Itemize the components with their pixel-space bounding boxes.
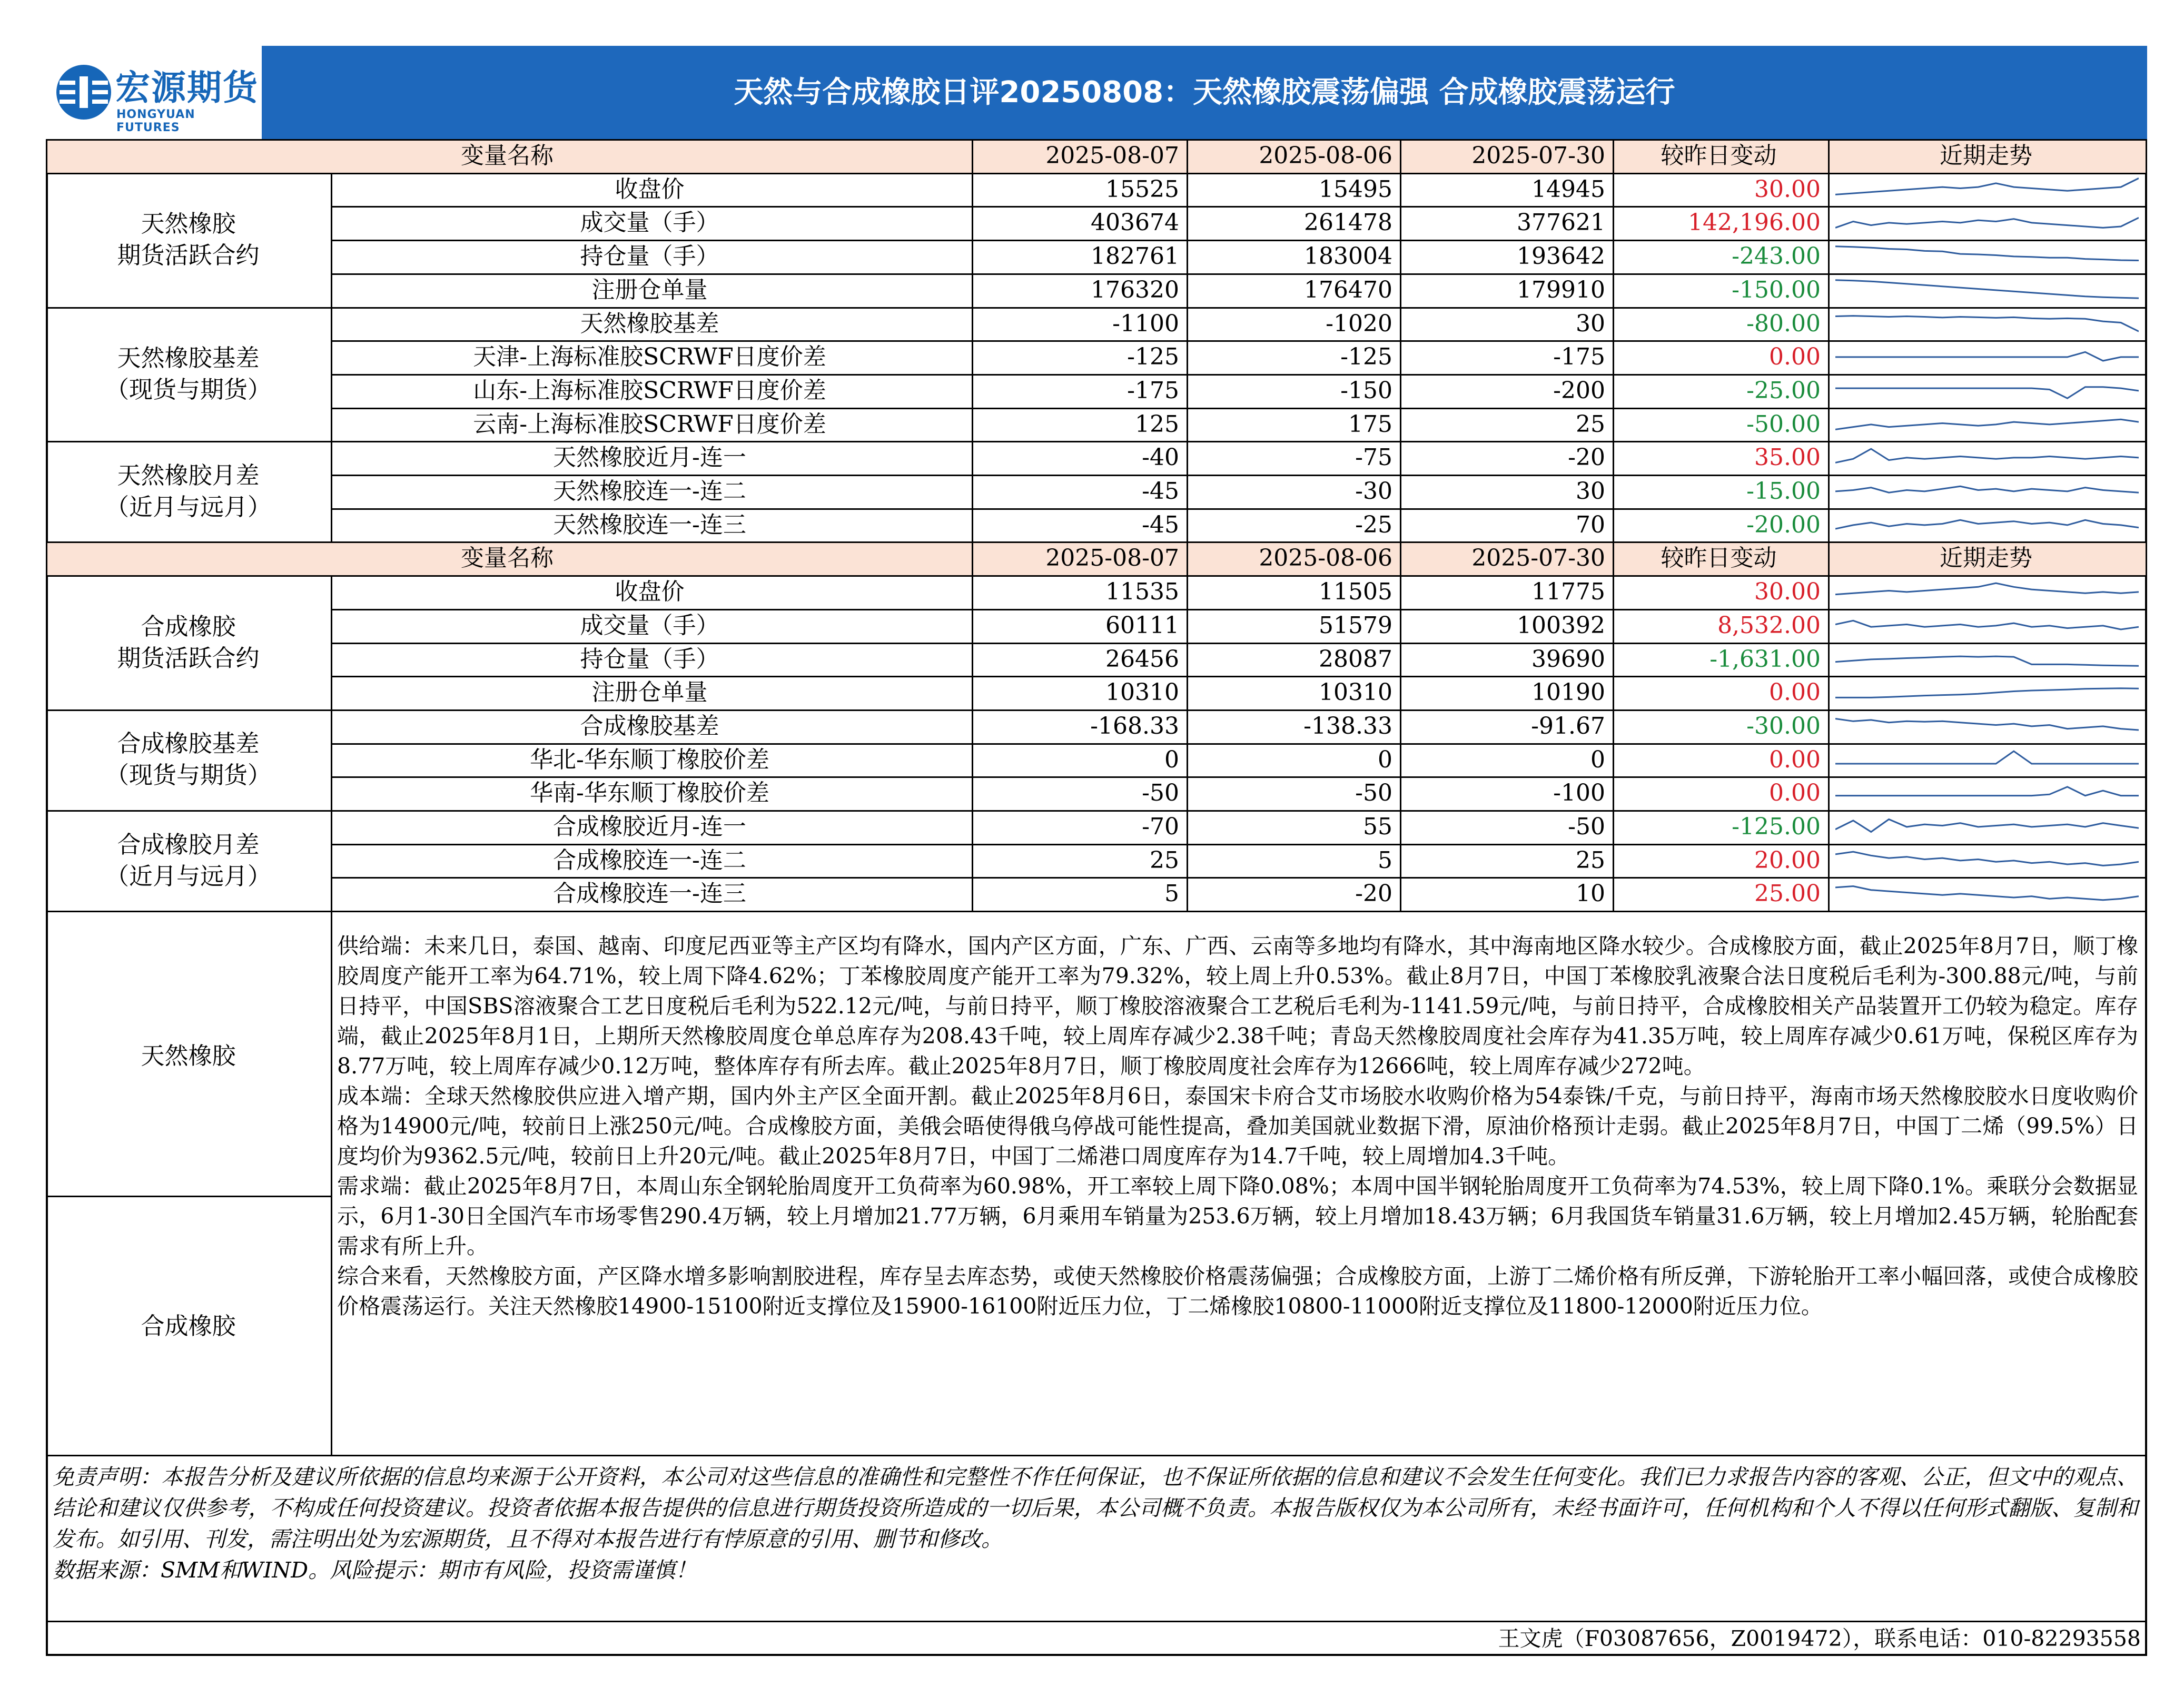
value-2025-08-07: -45 bbox=[1142, 511, 1179, 538]
table-rule bbox=[46, 541, 2147, 543]
commentary-demand: 需求端：截止2025年8月7日，本周山东全钢轮胎周度开工负荷率为60.98%，开工率较上周下降0.08%；本周中国半钢轮胎周度开工负荷率为74.53%，较上周下降0.1%。乘联分会数据显示，6月1-30日全国汽车市场零售290.4万辆，较上月增加21.77万辆，6月乘用车销量为253.6万辆，较上月增加18.43万辆；6月我国货车销量31.6万辆，较上月增加2.45万辆，轮胎配套需求有所上升。 bbox=[337, 1174, 2138, 1259]
trend-sparkline bbox=[1835, 445, 2139, 470]
group-label-line1: 天然橡胶 bbox=[141, 210, 236, 238]
table-rule bbox=[331, 877, 2147, 879]
trend-sparkline bbox=[1835, 714, 2139, 739]
group-label-line2: （近月与远月） bbox=[105, 862, 271, 890]
commentary-supply: 供给端：未来几日，泰国、越南、印度尼西亚等主产区均有降水，国内产区方面，广东、广西、云南等多地均有降水，其中海南地区降水较少。合成橡胶方面，截止2025年8月7日，顺丁橡胶周度产能开工率为64.71%，较上周下降4.62%；丁苯橡胶周度产能开工率为79.32%，较上周上升0.53%。截止8月7日，中国丁苯橡胶乳液聚合法日度税后毛利为-300.88元/吨，与前日持平，中国SBS溶液聚合工艺日度税后毛利为522.12元/吨，与前日持平，顺丁橡胶溶液聚合工艺税后毛利为-1141.59元/吨，与前日持平，合成橡胶相关产品装置开工仍较为稳定。库存端，截止2025年8月1日，上期所天然橡胶周度仓单总库存为208.43千吨，较上周库存减少2.38千吨；青岛天然橡胶周度社会库存为41.35万吨，较上周库存减少0.61万吨，保税区库存为8.77万吨，较上周库存减少0.12万吨，整体库存有所去库。截止2025年8月7日，顺丁橡胶周度社会库存为12666吨，较上周库存减少272吨。 bbox=[337, 933, 2138, 1079]
value-2025-08-06: 183004 bbox=[1304, 243, 1392, 270]
column-header-change: 较昨日变动 bbox=[1661, 545, 1777, 572]
value-2025-08-06: -30 bbox=[1355, 478, 1392, 505]
trend-sparkline bbox=[1835, 814, 2139, 840]
value-2025-07-30: -175 bbox=[1553, 343, 1605, 371]
value-2025-08-06: -25 bbox=[1355, 511, 1392, 538]
sparkline-path bbox=[1835, 520, 2139, 529]
logo-emblem-icon bbox=[52, 61, 115, 124]
table-divider bbox=[331, 173, 332, 542]
value-2025-08-06: 0 bbox=[1378, 746, 1392, 773]
value-2025-08-07: 26456 bbox=[1105, 645, 1179, 673]
row-label: 合成橡胶连一-连二 bbox=[553, 846, 746, 874]
value-2025-07-30: -50 bbox=[1568, 813, 1605, 840]
group-label-line2: （现货与期货） bbox=[105, 375, 271, 403]
table-divider bbox=[1613, 541, 1614, 911]
trend-sparkline bbox=[1835, 479, 2139, 504]
value-2025-08-06: -150 bbox=[1340, 377, 1392, 404]
disclaimer-text: 免责声明：本报告分析及建议所依据的信息均来源于公开资料，本公司对这些信息的准确性和完整性不作任何保证，也不保证所依据的信息和建议不会发生任何变化。我们已力求报告内容的客观、公正，但文中的观点、结论和建议仅供参考，不构成任何投资建议。投资者依据本报告提供的信息进行期货投资所造成的一切后果，本公司概不负责。本报告版权仅为本公司所有，未经书面许可，任何机构和个人不得以任何形式翻版、复制和发布。如引用、刊发，需注明出处为宏源期货，且不得对本报告进行有悖原意的引用、删节和修改。 bbox=[53, 1464, 2138, 1552]
column-header-name: 变量名称 bbox=[461, 545, 554, 572]
daily-change: -243.00 bbox=[1732, 243, 1821, 270]
row-label: 注册仓单量 bbox=[591, 679, 708, 706]
value-2025-08-07: 182761 bbox=[1091, 243, 1179, 270]
daily-change: 0.00 bbox=[1769, 343, 1821, 371]
trend-sparkline bbox=[1835, 412, 2139, 437]
row-group-label bbox=[46, 611, 331, 674]
value-2025-07-30: 193642 bbox=[1517, 243, 1605, 270]
trend-sparkline bbox=[1835, 278, 2139, 303]
row-label: 收盘价 bbox=[615, 578, 685, 606]
row-label: 成交量（手） bbox=[580, 209, 719, 236]
table-divider bbox=[1400, 139, 1401, 541]
sparkline-path bbox=[1835, 751, 2139, 764]
author-contact: 王文虎（F03087656，Z0019472），联系电话：010-82293558 bbox=[1498, 1626, 2141, 1651]
commentary-summary: 综合来看，天然橡胶方面，产区降水增多影响割胶进程，库存呈去库态势，或使天然橡胶价格震荡偏强；合成橡胶方面，上游丁二烯价格有所反弹，下游轮胎开工率小幅回落，或使合成橡胶价格震荡运行。关注天然橡胶14900-15100附近支撑位及15900-16100附近压力位，丁二烯橡胶10800-11000附近支撑位及11800-12000附近压力位。 bbox=[337, 1264, 2138, 1319]
daily-change: 0.00 bbox=[1769, 679, 1821, 706]
table-rule bbox=[331, 475, 2147, 476]
row-group-label bbox=[46, 728, 331, 791]
daily-change: 25.00 bbox=[1754, 880, 1821, 908]
value-2025-08-06: 15495 bbox=[1319, 175, 1392, 203]
table-divider bbox=[331, 575, 332, 911]
value-2025-07-30: 25 bbox=[1576, 846, 1605, 874]
company-logo bbox=[46, 46, 264, 139]
daily-change: 35.00 bbox=[1754, 444, 1821, 471]
table-rule bbox=[46, 441, 2147, 442]
value-2025-08-07: -70 bbox=[1142, 813, 1179, 840]
row-label: 合成橡胶基差 bbox=[580, 712, 719, 739]
sparkline-path bbox=[1835, 852, 2139, 865]
row-group-label bbox=[46, 829, 331, 892]
trend-sparkline bbox=[1835, 848, 2139, 873]
value-2025-08-06: 51579 bbox=[1319, 612, 1392, 639]
daily-change: 142,196.00 bbox=[1688, 209, 1821, 236]
table-rule bbox=[331, 408, 2147, 409]
value-2025-08-07: 60111 bbox=[1105, 612, 1179, 639]
value-2025-08-07: -175 bbox=[1127, 377, 1179, 404]
sparkline-path bbox=[1835, 718, 2139, 730]
row-label: 天然橡胶连一-连二 bbox=[553, 478, 746, 505]
table-divider bbox=[972, 541, 973, 911]
table-rule bbox=[331, 844, 2147, 845]
value-2025-07-30: 70 bbox=[1576, 511, 1605, 538]
value-2025-08-06: 11505 bbox=[1319, 578, 1392, 606]
row-label: 天然橡胶连一-连三 bbox=[553, 511, 746, 538]
row-group-label bbox=[46, 460, 331, 523]
table-rule bbox=[46, 810, 2147, 812]
table-rule bbox=[331, 374, 2147, 376]
daily-change: 8,532.00 bbox=[1717, 612, 1821, 639]
column-header-change: 较昨日变动 bbox=[1661, 142, 1777, 169]
sparkline-path bbox=[1835, 280, 2139, 298]
row-label: 华南-华东顺丁橡胶价差 bbox=[530, 780, 769, 807]
table-rule bbox=[331, 743, 2147, 745]
column-header-name: 变量名称 bbox=[461, 142, 554, 169]
row-label: 注册仓单量 bbox=[591, 276, 708, 303]
sparkline-path bbox=[1835, 486, 2139, 492]
daily-change: -125.00 bbox=[1732, 813, 1821, 840]
row-label: 收盘价 bbox=[615, 175, 685, 203]
row-group-label bbox=[46, 342, 331, 406]
commentary-label-synthetic: 合成橡胶 bbox=[141, 1312, 236, 1340]
row-label: 山东-上海标准胶SCRWF日度价差 bbox=[473, 377, 826, 404]
trend-sparkline bbox=[1835, 747, 2139, 773]
trend-sparkline bbox=[1835, 210, 2139, 235]
trend-sparkline bbox=[1835, 680, 2139, 705]
sparkline-path bbox=[1835, 218, 2139, 228]
table-rule bbox=[46, 307, 2147, 309]
table-rule bbox=[331, 240, 2147, 241]
daily-change: 30.00 bbox=[1754, 578, 1821, 606]
group-label-line2: （近月与远月） bbox=[105, 492, 271, 521]
group-label-line1: 天然橡胶月差 bbox=[117, 461, 260, 489]
column-header-d2: 2025-08-06 bbox=[1259, 142, 1392, 169]
value-2025-07-30: -20 bbox=[1568, 444, 1605, 471]
group-label-line1: 合成橡胶 bbox=[141, 612, 236, 640]
value-2025-07-30: 10 bbox=[1576, 880, 1605, 908]
value-2025-08-07: 11535 bbox=[1105, 578, 1179, 606]
sparkline-path bbox=[1835, 352, 2139, 361]
trend-sparkline bbox=[1835, 881, 2139, 906]
value-2025-08-06: 261478 bbox=[1304, 209, 1392, 236]
data-source-text: 数据来源：SMM和WIND。风险提示：期市有风险，投资需谨慎！ bbox=[53, 1557, 697, 1583]
daily-change: 0.00 bbox=[1769, 780, 1821, 807]
row-label: 华北-华东顺丁橡胶价差 bbox=[530, 746, 769, 773]
value-2025-07-30: 30 bbox=[1576, 478, 1605, 505]
group-label-line2: 期货活跃合约 bbox=[117, 241, 260, 270]
table-divider bbox=[1828, 139, 1830, 541]
value-2025-07-30: 25 bbox=[1576, 410, 1605, 438]
value-2025-07-30: 100392 bbox=[1517, 612, 1605, 639]
sparkline-path bbox=[1835, 886, 2139, 900]
trend-sparkline bbox=[1835, 512, 2139, 538]
row-label: 合成橡胶连一-连三 bbox=[553, 880, 746, 908]
row-label: 天然橡胶基差 bbox=[580, 310, 719, 337]
table-rule bbox=[46, 139, 2147, 141]
column-header-trend: 近期走势 bbox=[1940, 545, 2032, 572]
commentary-text bbox=[337, 931, 2138, 1322]
row-label: 天然橡胶近月-连一 bbox=[553, 444, 746, 471]
value-2025-07-30: 10190 bbox=[1531, 679, 1605, 706]
group-label-line2: 期货活跃合约 bbox=[117, 644, 260, 672]
report-header bbox=[46, 46, 2147, 139]
table-rule bbox=[46, 709, 2147, 711]
disclaimer bbox=[53, 1462, 2138, 1586]
value-2025-07-30: 179910 bbox=[1517, 276, 1605, 303]
table-rule bbox=[46, 1621, 2147, 1622]
table-divider bbox=[1187, 139, 1188, 541]
table-rule bbox=[331, 273, 2147, 275]
value-2025-07-30: -200 bbox=[1553, 377, 1605, 404]
column-header-d3: 2025-07-30 bbox=[1471, 545, 1605, 572]
daily-change: 0.00 bbox=[1769, 746, 1821, 773]
trend-sparkline bbox=[1835, 579, 2139, 605]
daily-change: -1,631.00 bbox=[1709, 645, 1821, 673]
report-title: 天然与合成橡胶日评20250808：天然橡胶震荡偏强 合成橡胶震荡运行 bbox=[734, 75, 1675, 110]
table-divider bbox=[1613, 139, 1614, 541]
sparkline-path bbox=[1835, 419, 2139, 429]
value-2025-07-30: 11775 bbox=[1531, 578, 1605, 606]
table-rule bbox=[331, 206, 2147, 208]
row-label: 成交量（手） bbox=[580, 612, 719, 639]
column-header-d2: 2025-08-06 bbox=[1259, 545, 1392, 572]
column-header-trend: 近期走势 bbox=[1940, 142, 2032, 169]
table-divider bbox=[1187, 541, 1188, 911]
value-2025-07-30: 377621 bbox=[1517, 209, 1605, 236]
row-label: 持仓量（手） bbox=[580, 645, 719, 673]
daily-change: -80.00 bbox=[1746, 310, 1821, 337]
daily-change: -15.00 bbox=[1746, 478, 1821, 505]
value-2025-08-06: -20 bbox=[1355, 880, 1392, 908]
table-rule bbox=[46, 1455, 2147, 1456]
daily-change: -50.00 bbox=[1746, 410, 1821, 438]
daily-change: -150.00 bbox=[1732, 276, 1821, 303]
table-rule bbox=[331, 508, 2147, 510]
value-2025-07-30: 0 bbox=[1590, 746, 1605, 773]
value-2025-08-07: 0 bbox=[1164, 746, 1179, 773]
value-2025-08-06: 176470 bbox=[1304, 276, 1392, 303]
sparkline-path bbox=[1835, 246, 2139, 261]
value-2025-08-06: 175 bbox=[1348, 410, 1392, 438]
sparkline-path bbox=[1835, 178, 2139, 194]
table-rule bbox=[331, 643, 2147, 644]
trend-sparkline bbox=[1835, 647, 2139, 672]
sparkline-path bbox=[1835, 449, 2139, 462]
sparkline-path bbox=[1835, 820, 2139, 832]
trend-sparkline bbox=[1835, 311, 2139, 337]
value-2025-08-06: -138.33 bbox=[1303, 712, 1392, 739]
table-divider bbox=[972, 139, 973, 541]
value-2025-07-30: -100 bbox=[1553, 780, 1605, 807]
daily-change: -20.00 bbox=[1746, 511, 1821, 538]
table-divider bbox=[1828, 541, 1830, 911]
trend-sparkline bbox=[1835, 344, 2139, 370]
table-rule bbox=[46, 911, 2147, 912]
row-label: 持仓量（手） bbox=[580, 243, 719, 270]
sparkline-path bbox=[1835, 315, 2139, 331]
group-label-line1: 合成橡胶基差 bbox=[117, 729, 260, 758]
daily-change: 30.00 bbox=[1754, 175, 1821, 203]
trend-sparkline bbox=[1835, 244, 2139, 269]
value-2025-08-07: 5 bbox=[1164, 880, 1179, 908]
table-rule bbox=[331, 609, 2147, 610]
row-label: 合成橡胶近月-连一 bbox=[553, 813, 746, 840]
value-2025-07-30: 39690 bbox=[1531, 645, 1605, 673]
sparkline-path bbox=[1835, 787, 2139, 796]
daily-change: 20.00 bbox=[1754, 846, 1821, 874]
column-header-d1: 2025-08-07 bbox=[1045, 545, 1179, 572]
daily-change: -30.00 bbox=[1746, 712, 1821, 739]
trend-sparkline bbox=[1835, 177, 2139, 202]
group-label-line1: 天然橡胶基差 bbox=[117, 343, 260, 372]
table-rule bbox=[331, 676, 2147, 677]
value-2025-08-07: -45 bbox=[1142, 478, 1179, 505]
column-header-d1: 2025-08-07 bbox=[1045, 142, 1179, 169]
group-label-line1: 合成橡胶月差 bbox=[117, 830, 260, 859]
value-2025-08-07: -40 bbox=[1142, 444, 1179, 471]
value-2025-08-06: 10310 bbox=[1319, 679, 1392, 706]
trend-sparkline bbox=[1835, 613, 2139, 638]
row-label: 天津-上海标准胶SCRWF日度价差 bbox=[473, 343, 826, 371]
row-group-label bbox=[46, 208, 331, 271]
value-2025-08-07: -50 bbox=[1142, 780, 1179, 807]
value-2025-08-06: -50 bbox=[1355, 780, 1392, 807]
commentary-label-natural: 天然橡胶 bbox=[141, 1042, 236, 1070]
value-2025-08-07: 10310 bbox=[1105, 679, 1179, 706]
logo-subtext: HONGYUAN FUTURES bbox=[116, 108, 195, 134]
value-2025-08-07: 403674 bbox=[1091, 209, 1179, 236]
value-2025-07-30: 14945 bbox=[1531, 175, 1605, 203]
table-rule bbox=[331, 776, 2147, 778]
value-2025-08-06: 28087 bbox=[1319, 645, 1392, 673]
value-2025-08-07: 25 bbox=[1150, 846, 1179, 874]
logo-text: 宏源期货 bbox=[115, 67, 259, 108]
column-header-d3: 2025-07-30 bbox=[1471, 142, 1605, 169]
sparkline-path bbox=[1835, 583, 2139, 594]
table-rule bbox=[46, 1196, 331, 1197]
table-divider bbox=[331, 911, 332, 1455]
trend-sparkline bbox=[1835, 378, 2139, 403]
value-2025-08-06: -75 bbox=[1355, 444, 1392, 471]
value-2025-08-07: 15525 bbox=[1105, 175, 1179, 203]
value-2025-08-07: -168.33 bbox=[1090, 712, 1179, 739]
value-2025-08-07: 125 bbox=[1135, 410, 1179, 438]
value-2025-08-07: 176320 bbox=[1091, 276, 1179, 303]
value-2025-07-30: 30 bbox=[1576, 310, 1605, 337]
sparkline-path bbox=[1835, 620, 2139, 629]
table-rule bbox=[331, 340, 2147, 342]
group-label-line2: （现货与期货） bbox=[105, 761, 271, 790]
value-2025-08-07: -1100 bbox=[1112, 310, 1179, 337]
commentary-cost: 成本端：全球天然橡胶供应进入增产期，国内外主产区全面开割。截止2025年8月6日，泰国宋卡府合艾市场胶水收购价格为54泰铢/千克，与前日持平，海南市场天然橡胶胶水日度收购价格为14900元/吨，较前日上涨250元/吨。合成橡胶方面，美俄会晤使得俄乌停战可能性提高，叠加美国就业数据下滑，原油价格预计走弱。截止2025年8月7日，中国丁二烯（99.5%）日度均价为9362.5元/吨，较前日上升20元/吨。截止2025年8月7日，中国丁二烯港口周度库存为14.7千吨，较上周增加4.3千吨。 bbox=[337, 1083, 2138, 1169]
value-2025-08-06: -1020 bbox=[1326, 310, 1392, 337]
sparkline-path bbox=[1835, 387, 2139, 399]
value-2025-08-06: 55 bbox=[1363, 813, 1392, 840]
daily-change: -25.00 bbox=[1746, 377, 1821, 404]
table-divider bbox=[1400, 541, 1401, 911]
row-label: 云南-上海标准胶SCRWF日度价差 bbox=[473, 410, 826, 438]
value-2025-08-06: 5 bbox=[1378, 846, 1392, 874]
trend-sparkline bbox=[1835, 781, 2139, 806]
sparkline-path bbox=[1835, 656, 2139, 666]
value-2025-07-30: -91.67 bbox=[1531, 712, 1605, 739]
value-2025-08-07: -125 bbox=[1127, 343, 1179, 371]
sparkline-path bbox=[1835, 688, 2139, 698]
value-2025-08-06: -125 bbox=[1340, 343, 1392, 371]
